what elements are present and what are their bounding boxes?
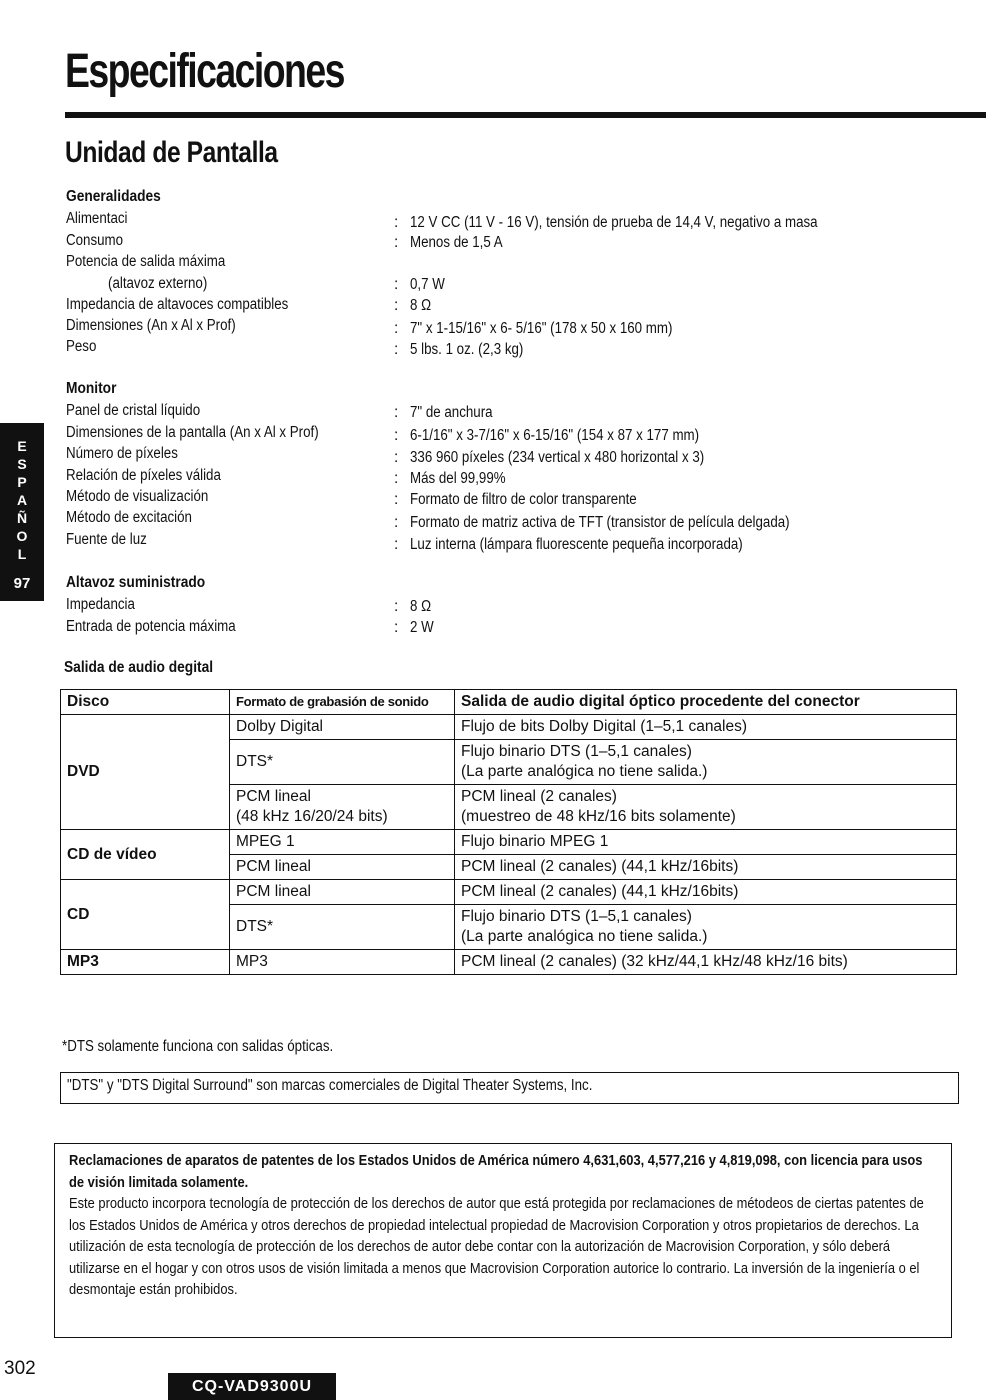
spec-colon: : — [394, 404, 399, 421]
section-title: Unidad de Pantalla — [65, 136, 278, 169]
output-cell: PCM lineal (2 canales) (32 kHz/44,1 kHz/48 kHz/16 bits) — [455, 950, 957, 975]
format-cell — [230, 785, 455, 830]
spec-label: Método de visualización — [66, 488, 209, 505]
spec-label: Método de excitación — [66, 509, 192, 526]
spec-value: 336 960 píxeles (234 vertical x 480 horizontal x 3) — [410, 449, 705, 466]
spec-label: Impedancia de altavoces compatibles — [66, 296, 289, 313]
format-cell: MPEG 1 — [230, 830, 455, 855]
output-cell — [455, 785, 957, 830]
spec-colon: : — [394, 470, 399, 487]
tab-letter: O — [16, 528, 28, 544]
spec-value: Más del 99,99% — [410, 470, 506, 487]
output-line: (La parte analógica no tiene salida.) — [461, 763, 708, 780]
format-cell: DTS* — [230, 740, 455, 785]
spec-label: Fuente de luz — [66, 531, 147, 548]
spec-label: Potencia de salida máxima — [66, 253, 226, 270]
spec-label: Dimensiones (An x Al x Prof) — [66, 317, 236, 334]
tab-letter: S — [17, 456, 27, 472]
output-cell: Flujo binario MPEG 1 — [455, 830, 957, 855]
spec-label: Consumo — [66, 232, 124, 249]
generalidades-heading: Generalidades — [66, 188, 161, 205]
disc-cell: CD de vídeo — [61, 830, 230, 880]
trademark-box — [60, 1072, 959, 1104]
patent-notice-box — [54, 1143, 952, 1338]
column-header: Formato de grabasión de sonido — [230, 690, 455, 715]
spec-label: Entrada de potencia máxima — [66, 618, 236, 635]
format-cell: DTS* — [230, 905, 455, 950]
audio-heading: Salida de audio degital — [64, 659, 214, 676]
spec-value: 2 W — [410, 619, 434, 636]
spec-colon: : — [394, 619, 399, 636]
model-badge: CQ-VAD9300U — [168, 1373, 336, 1400]
output-line: (muestreo de 48 kHz/16 bits solamente) — [461, 808, 736, 825]
spec-label: Impedancia — [66, 596, 135, 613]
spec-colon: : — [394, 297, 399, 314]
spec-label: Dimensiones de la pantalla (An x Al x Prof) — [66, 424, 319, 441]
tab-letter: A — [16, 492, 28, 508]
spec-colon: : — [394, 234, 399, 251]
output-line: Flujo binario DTS (1–5,1 canales) — [461, 743, 692, 760]
tab-letter: Ñ — [16, 510, 28, 526]
table-row — [61, 830, 957, 855]
spec-colon: : — [394, 514, 399, 531]
table-row — [61, 950, 957, 975]
spec-value: 8 Ω — [410, 297, 432, 314]
spec-colon: : — [394, 536, 399, 553]
format-cell: PCM lineal — [230, 880, 455, 905]
tab-page-number: 97 — [13, 575, 31, 592]
spec-colon: : — [394, 598, 399, 615]
spec-value: 7" de anchura — [410, 404, 493, 421]
monitor-heading: Monitor — [66, 380, 117, 397]
dts-footnote: *DTS solamente funciona con salidas ópticas. — [62, 1038, 334, 1055]
spec-value: Luz interna (lámpara fluorescente pequeña incorporada) — [410, 536, 743, 553]
altavoz-heading: Altavoz suministrado — [66, 574, 206, 591]
column-header: Salida de audio digital óptico procedente del conector — [455, 690, 957, 715]
format-line: PCM lineal — [236, 788, 311, 805]
spec-label: (altavoz externo) — [108, 275, 208, 292]
audio-output-table — [60, 689, 957, 975]
output-cell: PCM lineal (2 canales) (44,1 kHz/16bits) — [455, 880, 957, 905]
spec-colon: : — [394, 214, 399, 231]
spec-colon: : — [394, 276, 399, 293]
spec-colon: : — [394, 427, 399, 444]
table-row — [61, 880, 957, 905]
output-cell: PCM lineal (2 canales) (44,1 kHz/16bits) — [455, 855, 957, 880]
language-letters — [0, 437, 44, 563]
spec-value: 7" x 1-15/16" x 6- 5/16" (178 x 50 x 160 mm) — [410, 320, 673, 337]
output-cell — [455, 905, 957, 950]
spec-value: 0,7 W — [410, 276, 445, 293]
spec-value: 6-1/16" x 3-7/16" x 6-15/16" (154 x 87 x 177 mm) — [410, 427, 700, 444]
table-header-row — [61, 690, 957, 715]
spec-value: Formato de matriz activa de TFT (transistor de película delgada) — [410, 514, 790, 531]
spec-label: Relación de píxeles válida — [66, 467, 221, 484]
output-cell: Flujo de bits Dolby Digital (1–5,1 canales) — [455, 715, 957, 740]
page-title: Especificaciones — [65, 45, 344, 98]
spec-value: Menos de 1,5 A — [410, 234, 503, 251]
tab-letter: P — [17, 474, 27, 490]
format-cell: MP3 — [230, 950, 455, 975]
spec-value: 12 V CC (11 V - 16 V), tensión de prueba de 14,4 V, negativo a masa — [410, 214, 818, 231]
tab-letter: E — [17, 438, 27, 454]
format-cell: PCM lineal — [230, 855, 455, 880]
spec-colon: : — [394, 491, 399, 508]
spec-colon: : — [394, 320, 399, 337]
spec-label: Panel de cristal líquido — [66, 402, 201, 419]
title-rule — [65, 112, 986, 118]
output-line: PCM lineal (2 canales) — [461, 788, 617, 805]
spec-colon: : — [394, 449, 399, 466]
column-header: Disco — [61, 690, 230, 715]
patent-heading: Reclamaciones de aparatos de patentes de los Estados Unidos de América número 4,631,603, 4,577,216 y 4,819,098, con licencia para usos de visión limitada solamente. — [69, 1152, 923, 1191]
disc-cell: CD — [61, 880, 230, 950]
spec-label: Peso — [66, 338, 97, 355]
language-tab — [0, 423, 44, 601]
spec-label: Número de píxeles — [66, 445, 178, 462]
spec-value: Formato de filtro de color transparente — [410, 491, 637, 508]
table-row — [61, 715, 957, 740]
output-line: (La parte analógica no tiene salida.) — [461, 928, 708, 945]
spec-value: 5 lbs. 1 oz. (2,3 kg) — [410, 341, 524, 358]
output-cell — [455, 740, 957, 785]
page-number: 302 — [4, 1358, 36, 1379]
disc-cell: DVD — [61, 715, 230, 830]
spec-label: Alimentaci — [66, 210, 128, 227]
spec-value: 8 Ω — [410, 598, 432, 615]
patent-body: Este producto incorpora tecnología de protección de los derechos de autor que está protegida por reclamaciones de métodeos de ciertas patentes de los Estados Unidos de América y otros derechos de propiedad intelectual propiedad de Macrovision Corporation y otros propietarios de derechos. La utilización de esta tecnología de protección de los derechos de autor debe contar con la autorización de Macrovision Corporation, y sólo deberá utilizarse en el hogar y con otros usos de visión limitada a menos que Macrovision Corporation autorice lo contrario. La inversión de la ingeniería o el desmontaje están prohibidos. — [69, 1195, 924, 1298]
format-cell: Dolby Digital — [230, 715, 455, 740]
tab-letter: L — [17, 546, 27, 562]
format-line: (48 kHz 16/20/24 bits) — [236, 808, 388, 825]
spec-colon: : — [394, 341, 399, 358]
output-line: Flujo binario DTS (1–5,1 canales) — [461, 908, 692, 925]
disc-cell: MP3 — [61, 950, 230, 975]
trademark-text: "DTS" y "DTS Digital Surround" son marcas comerciales de Digital Theater Systems, Inc. — [67, 1077, 593, 1094]
